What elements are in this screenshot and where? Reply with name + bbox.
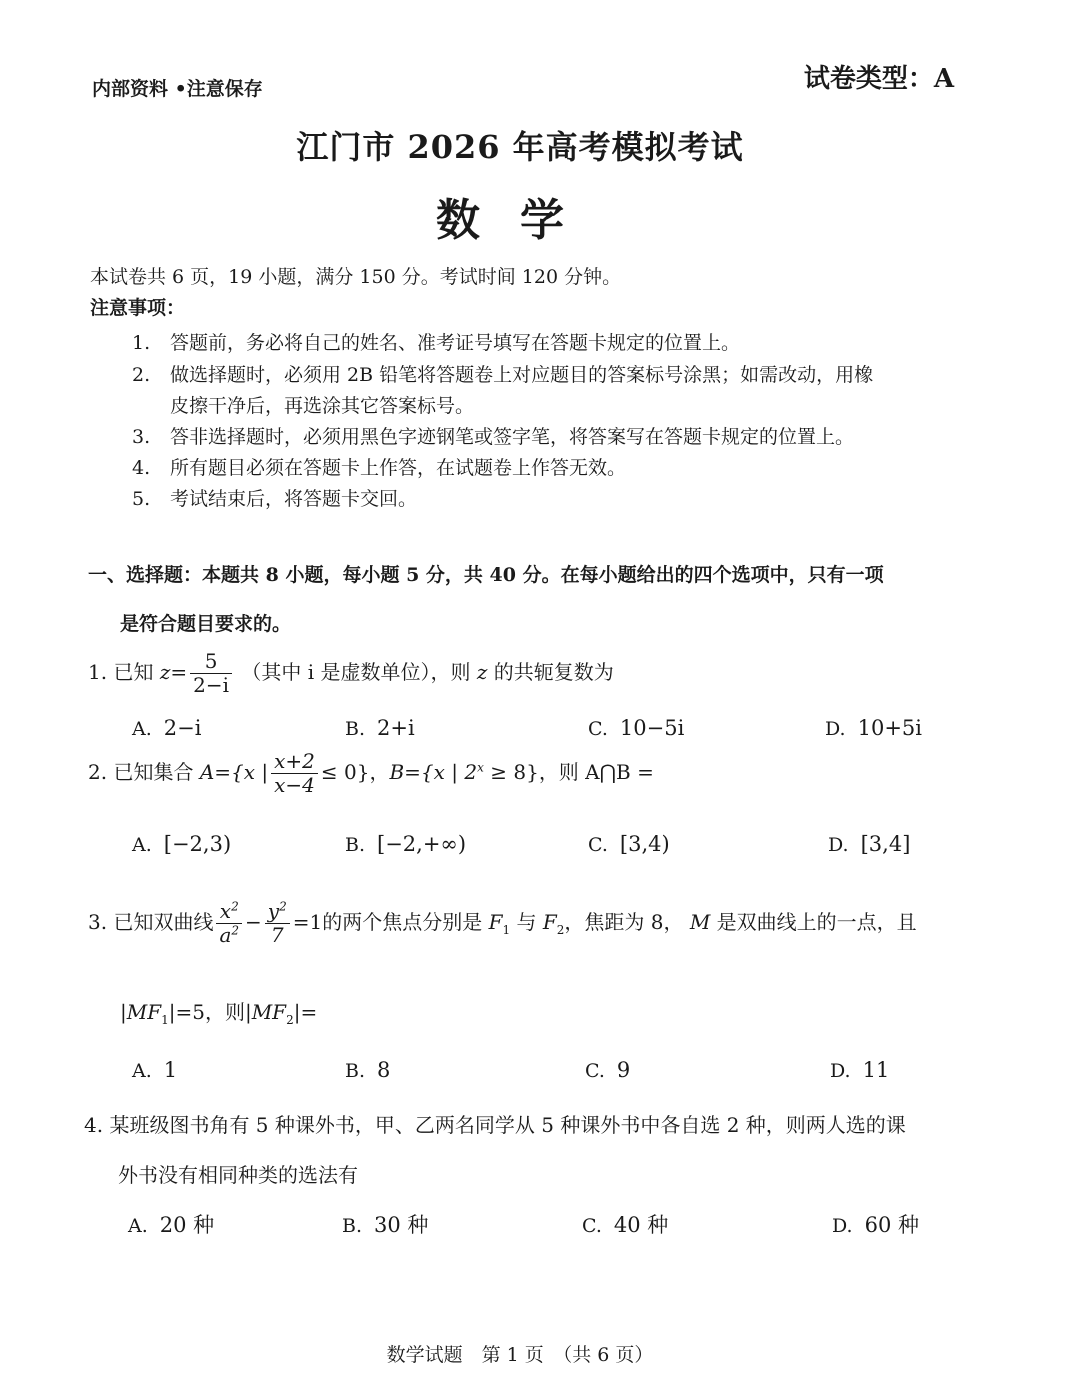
notice-item: 5. 考试结束后，将答题卡交回。 [132, 488, 418, 510]
q3-option-b: B. 8 [345, 1058, 391, 1082]
exam-title: 江门市 2026 年高考模拟考试 [296, 128, 744, 166]
q3-option-a: A. 1 [132, 1058, 178, 1082]
q4-option-a: A. 20 种 [128, 1213, 215, 1237]
q1-option-d: D. 10+5i [825, 716, 923, 740]
fraction: $\frac{x^2}{a^2}$ [216, 900, 242, 947]
question-3-continued: $|MF_1|=5$，则$|MF_2|=$ [120, 1000, 318, 1027]
question-4-continued: 外书没有相同种类的选法有 [118, 1163, 358, 1187]
paper-type-label: 试卷类型：A [803, 64, 954, 94]
q2-option-a: A. [−2,3) [132, 832, 232, 856]
question-3: 3. 已知双曲线 $\frac{x^2}{a^2}$ − $\frac{y^2}{7}$ =1的两个焦点分别是 $F_1$ 与 $F_2$，焦距为 8， M 是双曲线上的一点，且 [88, 899, 917, 947]
q2-option-d: D. [3,4] [828, 832, 911, 856]
notice-item: 4. 所有题目必须在答题卡上作答，在试题卷上作答无效。 [132, 457, 627, 479]
notice-item: 1. 答题前，务必将自己的姓名、准考证号填写在答题卡规定的位置上。 [132, 332, 741, 354]
notice-item-continued: 皮擦干净后，再选涂其它答案标号。 [170, 395, 475, 417]
subject-title: 数学 [436, 195, 604, 246]
q2-option-b: B. [−2,+∞) [345, 832, 467, 856]
q3-option-c: C. 9 [585, 1058, 631, 1082]
question-4: 4. 某班级图书角有 5 种课外书，甲、乙两名同学从 5 种课外书中各自选 2 种，则两人选的课 [84, 1113, 906, 1137]
q1-option-b: B. 2+i [345, 716, 415, 740]
notice-heading: 注意事项： [90, 297, 186, 319]
section-heading: 一、选择题：本题共 8 小题，每小题 5 分，共 40 分。在每小题给出的四个选项中，只有一项 [88, 564, 884, 586]
page-footer: 数学试题 第 1 页 （共 6 页） [386, 1344, 654, 1366]
fraction: $\frac{5}{2-i}$ [190, 650, 232, 697]
fraction: $\frac{x+2}{x-4}$ [271, 750, 318, 797]
q3-option-d: D. 11 [830, 1058, 890, 1082]
notice-item: 2. 做选择题时，必须用 2B 铅笔将答题卷上对应题目的答案标号涂黑；如需改动，用橡 [132, 364, 874, 386]
question-1: 1. 已知 z= $\frac{5}{2-i}$ （其中 i 是虚数单位），则 z 的共轭复数为 [88, 649, 614, 697]
q1-option-a: A. 2−i [132, 716, 202, 740]
q1-option-c: C. 10−5i [588, 716, 685, 740]
internal-label: 内部资料 •注意保存 [92, 78, 263, 100]
q4-option-c: C. 40 种 [582, 1213, 669, 1237]
exam-info: 本试卷共 6 页，19 小题，满分 150 分。考试时间 120 分钟。 [90, 266, 622, 288]
fraction: $\frac{y^2}{7}$ [265, 900, 290, 947]
notice-item: 3. 答非选择题时，必须用黑色字迹钢笔或签字笔，将答案写在答题卡规定的位置上。 [132, 426, 855, 448]
q2-option-c: C. [3,4) [588, 832, 670, 856]
section-heading-continued: 是符合题目要求的。 [120, 613, 292, 635]
q4-option-d: D. 60 种 [832, 1213, 920, 1237]
question-2: 2. 已知集合 A={x | $\frac{x+2}{x-4}$ ≤ 0}，B={x | $2^x \ge 8$}，则 A⋂B = [88, 749, 654, 797]
q4-option-b: B. 30 种 [342, 1213, 429, 1237]
